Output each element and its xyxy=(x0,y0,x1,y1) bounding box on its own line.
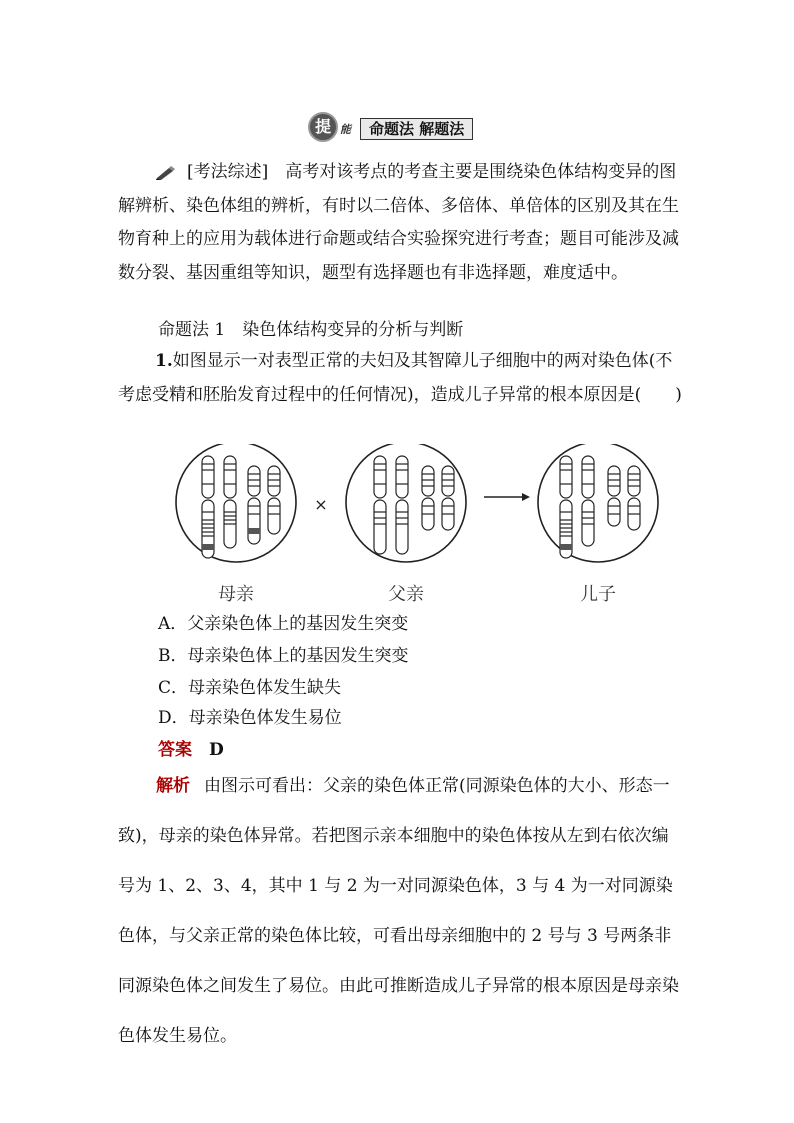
intro-text: 高考对该考点的考查主要是围绕染色体结构变异的图解辨析、染色体组的辨析，有时以二倍体、多倍体、单倍体的区别及其在生物育种上的应用为载体进行命题或结合实验探究进行考查；题目可能涉及减数分裂、基因重组等知识，题型有选择题也有非选择题，难度适中。 xyxy=(118,162,679,283)
answer-label: 答案 xyxy=(158,740,192,760)
son-chromosome-2 xyxy=(582,456,594,546)
section-banner xyxy=(308,112,488,144)
option-c: C．母亲染色体发生缺失 xyxy=(158,678,342,698)
son-cell xyxy=(538,444,658,562)
label-mother: 母亲 xyxy=(218,584,254,605)
option-a: A．父亲染色体上的基因发生突变 xyxy=(158,614,409,634)
father-cell xyxy=(346,444,466,562)
father-chromosome-3 xyxy=(422,466,434,530)
son-chromosome-1 xyxy=(560,456,572,558)
answer-value: D xyxy=(209,740,224,760)
mother-cell xyxy=(176,444,296,562)
son-chromosome-4 xyxy=(628,466,640,530)
mother-chromosome-2 xyxy=(224,456,236,548)
pencil-icon xyxy=(155,166,177,180)
banner-title: 命题法 解题法 xyxy=(360,118,473,140)
banner-small-text: 能 xyxy=(340,123,351,136)
mother-chromosome-4 xyxy=(268,466,280,534)
question-paragraph xyxy=(118,345,684,412)
mother-chromosome-1 xyxy=(202,456,214,558)
chromosome-figure xyxy=(168,444,688,608)
question-text: 如图显示一对表型正常的夫妇及其智障儿子细胞中的两对染色体(不考虑受精和胚胎发育过程中的任何情况)，造成儿子异常的根本原因是( ) xyxy=(118,351,682,405)
label-son: 儿子 xyxy=(580,584,616,605)
option-d: D．母亲染色体发生易位 xyxy=(158,708,342,728)
cross-symbol: × xyxy=(314,495,328,514)
analysis-paragraph xyxy=(118,761,684,1061)
answer-line xyxy=(158,738,224,762)
banner-badge-icon: 提 xyxy=(308,112,338,142)
option-b: B．母亲染色体上的基因发生突变 xyxy=(158,646,409,666)
intro-paragraph xyxy=(118,156,684,290)
question-number: 1. xyxy=(155,351,173,371)
intro-label: [考法综述] xyxy=(187,162,269,182)
analysis-label: 解析 xyxy=(156,776,190,796)
mother-chromosome-3 xyxy=(248,466,260,544)
son-chromosome-3 xyxy=(608,466,620,526)
father-chromosome-4 xyxy=(442,466,454,530)
arrow-icon xyxy=(484,493,530,501)
label-father: 父亲 xyxy=(388,584,424,605)
method-title: 命题法 1 染色体结构变异的分析与判断 xyxy=(158,320,464,340)
analysis-text: 由图示可看出：父亲的染色体正常(同源染色体的大小、形态一致)，母亲的染色体异常。若把图示亲本细胞中的染色体按从左到右依次编号为 1、2、3、4，其中 1 与 2 为一对同源染色体，3 与 4 为一对同源染色体，与父亲正常的染色体比较，可看出母亲细胞中的 2 号与 3 号两条非同源染色体之间发生了易位。由此可推断造成儿子异常的根本原因是母亲染色体发生易位。 xyxy=(118,776,679,1046)
father-chromosome-1 xyxy=(374,456,386,554)
father-chromosome-2 xyxy=(396,456,408,554)
